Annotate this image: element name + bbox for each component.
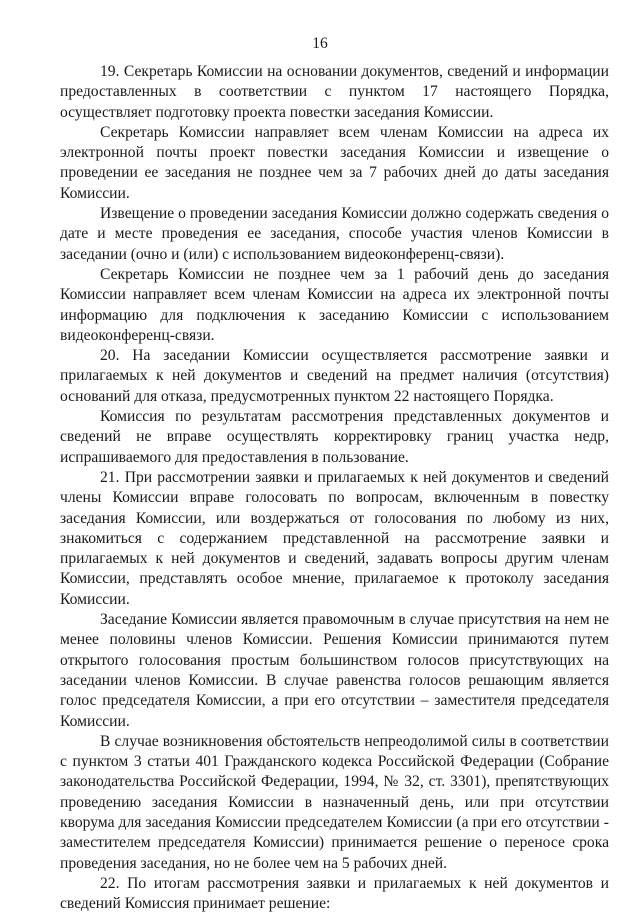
paragraph-secretary-notice: Секретарь Комиссии направляет всем членам Комиссии на адреса их электронной почты проект повестки заседания Комиссии и извещение о проведении ее заседания не позднее чем за 7 рабочих дней до даты заседания Комиссии. — [60, 123, 609, 202]
paragraph-notice-content: Извещение о проведении заседания Комиссии должно содержать сведения о дате и месте проведения ее заседания, способе участия членов Комиссии в заседании (очно и (или) с использованием видеоконференц-связи). — [60, 205, 609, 263]
paragraph-item-21: 21. При рассмотрении заявки и прилагаемых к ней документов и сведений члены Комиссии вправе голосовать по вопросам, включенным в повестку заседания Комиссии, или воздержаться от голосования по любому из них, знакомиться с содержанием представленной на рассмотрение заявки и прилагаемых к ней документов и сведений, задавать вопросы другим членам Комиссии, представлять особое мнение, прилагаемое к протоколу заседания Комиссии. — [60, 468, 609, 608]
paragraph-item-20: 20. На заседании Комиссии осуществляется рассмотрение заявки и прилагаемых к ней документов и сведений на предмет наличия (отсутствия) оснований для отказа, предусмотренных пунктом 22 настоящего Порядка. — [60, 347, 609, 405]
document-body — [60, 62, 609, 914]
paragraph-quorum: Заседание Комиссии является правомочным в случае присутствия на нем не менее половины членов Комиссии. Решения Комиссии принимаются путем открытого голосования простым большинством голосов присутствующих на заседании членов Комиссии. В случае равенства голосов решающим является голос председателя Комиссии, а при его отсутствии – заместителя председателя Комиссии. — [60, 611, 609, 730]
paragraph-item-19: 19. Секретарь Комиссии на основании документов, сведений и информации предоставленных в соответствии с пунктом 17 настоящего Порядка, осуществляет подготовку проекта повестки заседания Комиссии. — [60, 63, 609, 121]
paragraph-force-majeure: В случае возникновения обстоятельств непреодолимой силы в соответствии с пунктом 3 статьи 401 Гражданского кодекса Российской Федерации (Собрание законодательства Российской Федерации, 1994, № 32, ст. 3301), препятствующих проведению заседания Комиссии в назначенный день, или при отсутствии кворума для заседания Комиссии председателем Комиссии (а при его отсутствии - заместителем председателя Комиссии) принимается решение о переносе срока проведения заседания, но не более чем на 5 рабочих дней. — [60, 732, 609, 872]
paragraph-item-22: 22. По итогам рассмотрения заявки и прилагаемых к ней документов и сведений Комиссия принимает решение: — [60, 874, 609, 913]
paragraph-connection-info: Секретарь Комиссии не позднее чем за 1 рабочий день до заседания Комиссии направляет всем членам Комиссии на адреса их электронной почты информацию для подключения к заседанию Комиссии с использованием видеоконференц-связи. — [60, 265, 609, 344]
paragraph-commission-limits: Комиссия по результатам рассмотрения представленных документов и сведений не вправе осуществлять корректировку границ участка недр, испрашиваемого для предоставления в пользование. — [60, 408, 609, 466]
page-number: 16 — [312, 35, 328, 52]
